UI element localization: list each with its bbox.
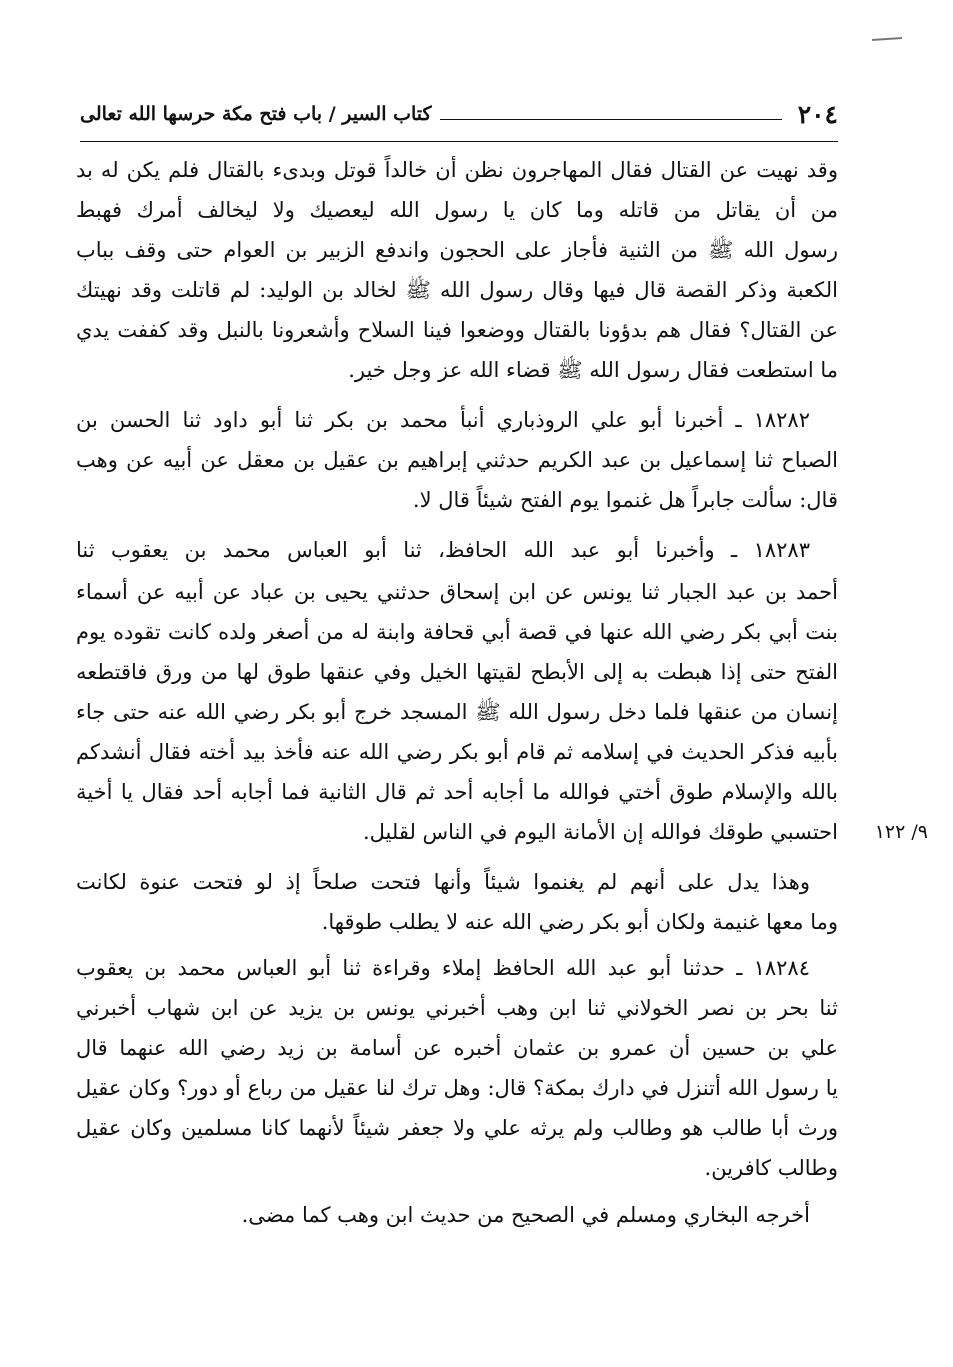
text-line: يا رسول الله أتنزل في دارك بمكة؟ قال: وهل ترك لنا عقيل من رباع أو دور؟ وكان عقيل — [76, 1076, 838, 1100]
text-line: احتسبي طوقك فوالله إن الأمانة اليوم في الناس لقليل. — [362, 820, 838, 844]
hadith-18283-line: ١٨٢٨٣ ـ وأخبرنا أبو عبد الله الحافظ، ثنا أبو العباس محمد بن يعقوب ثنا — [76, 538, 810, 562]
text-line: من أن يقاتل من قاتله وما كان يا رسول الله ليعصيك ولا ليخالف أمرك فهبط — [76, 198, 838, 222]
text-line: بالله والإسلام طوق أختي فوالله ما أجابه أحد ثم قال الثانية فما أجابه أحد فقال يا أخية — [76, 780, 838, 804]
text-line: قال: سألت جابراً هل غنموا يوم الفتح شيئاً قال لا. — [412, 488, 838, 512]
text-line: ما استطعت فقال رسول الله ﷺ قضاء الله عز وجل خير. — [348, 358, 838, 382]
hadith-18282-line: ١٨٢٨٢ ـ أخبرنا أبو علي الروذباري أنبأ محمد بن بكر ثنا أبو داود ثنا الحسن بن — [76, 408, 810, 432]
takhrij-line: أخرجه البخاري ومسلم في الصحيح من حديث ابن وهب كما مضى. — [241, 1203, 810, 1227]
hadith-18284-line: ١٨٢٨٤ ـ حدثنا أبو عبد الله الحافظ إملاء وقراءة ثنا أبو العباس محمد بن يعقوب — [76, 956, 810, 980]
text-line: أحمد بن عبد الجبار ثنا يونس عن ابن إسحاق حدثني يحيى بن عباد عن أبيه عن أسماء — [76, 580, 838, 604]
text-line: الصباح ثنا إسماعيل بن عبد الكريم حدثني إبراهيم بن عقيل بن معقل عن أبيه عن وهب — [76, 448, 838, 472]
page-header — [80, 96, 838, 132]
text-line: ثنا بحر بن نصر الخولاني ثنا ابن وهب أخبرني يونس بن يزيد عن ابن شهاب أخبرني — [76, 996, 838, 1020]
header-rule — [440, 119, 782, 120]
text-line: علي بن حسين أن عمرو بن عثمان أخبره عن أسامة بن زيد رضي الله عنهما قال — [76, 1036, 838, 1060]
text-line: وقد نهيت عن القتال فقال المهاجرون نظن أن خالداً قوتل وبدىء بالقتال فلم يكن له بد — [76, 158, 838, 182]
page-number: ٢٠٤ — [797, 99, 838, 129]
text-line: عن القتال؟ فقال هم بدؤونا بالقتال ووضعوا فينا السلاح وأشعرونا بالنبل وقد كففت يدي — [76, 318, 838, 342]
text-line: بأبيه فذكر الحديث في إسلامه ثم قام أبو بكر رضي الله عنه فأخذ بيد أخته فقال أنشدكم — [76, 740, 838, 764]
running-title: كتاب السير / باب فتح مكة حرسها الله تعالى — [80, 103, 432, 125]
margin-page-reference: ٩/ ١٢٢ — [874, 821, 928, 843]
text-line: وطالب كافرين. — [704, 1156, 838, 1180]
text-line: وما معها غنيمة ولكان أبو بكر رضي الله عنه لا يطلب طوقها. — [321, 910, 838, 934]
commentary-line: وهذا يدل على أنهم لم يغنموا شيئاً وأنها فتحت صلحاً إذ لو فتحت عنوة لكانت — [76, 870, 810, 894]
text-line: إنسان من عنقها فلما دخل رسول الله ﷺ المسجد خرج أبو بكر رضي الله عنه حتى جاء — [76, 700, 838, 724]
scan-mark — [872, 37, 902, 41]
text-line: ورث أبا طالب هو وطالب ولم يرثه علي ولا جعفر شيئاً لأنهما كانا مسلمين وكان عقيل — [76, 1116, 838, 1140]
text-line: بنت أبي بكر رضي الله عنها في قصة أبي قحافة وابنة له من أصغر ولده كانت تقوده يوم — [76, 620, 838, 644]
text-line: رسول الله ﷺ من الثنية فأجاز على الحجون واندفع الزبير بن العوام حتى وقف بباب — [76, 238, 838, 262]
header-underline — [80, 141, 838, 142]
text-line: الفتح حتى إذا هبطت به إلى الأبطح لقيتها الخيل وفي عنقها طوق لها من ورق فاقتطعه — [76, 660, 838, 684]
text-line: الكعبة وذكر القصة قال فيها وقال رسول الله ﷺ لخالد بن الوليد: لم قاتلت وقد نهيتك — [76, 278, 838, 302]
